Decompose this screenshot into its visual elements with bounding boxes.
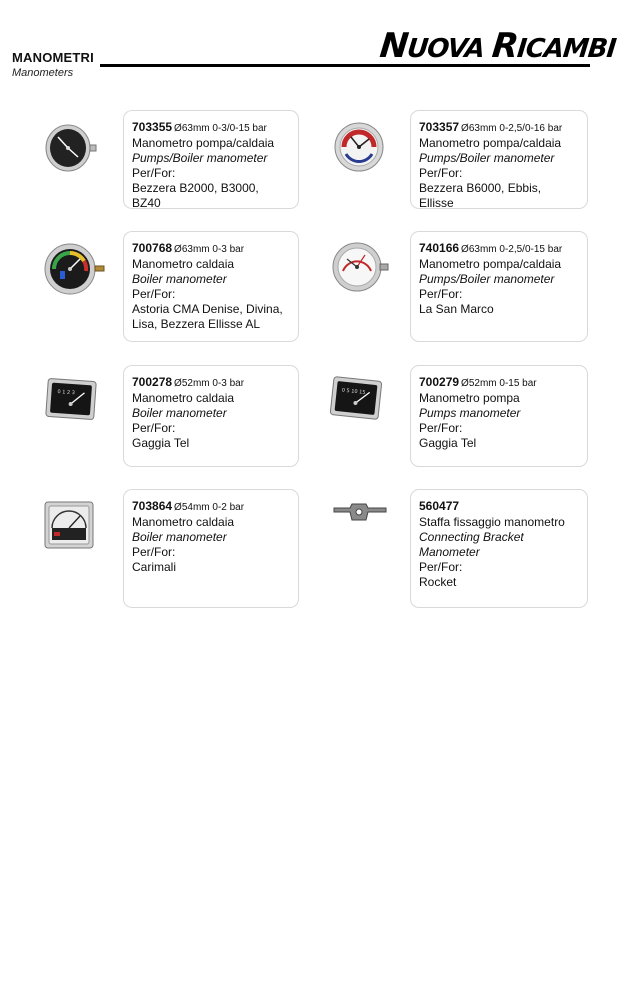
white-dial-gauge-icon [331,241,389,293]
product-card-703864[interactable] [123,489,299,608]
product-card-703357[interactable] [410,110,588,209]
product-code: 700278 [132,375,173,389]
product-code: 700279 [419,375,460,389]
compatible-models: Carimali [132,560,177,574]
square-gauge-icon [42,498,96,552]
product-image-703864 [42,498,96,552]
product-name-it: Manometro pompa/caldaia [419,257,562,271]
product-code: 560477 [419,499,460,513]
product-spec: Ø63mm 0-2,5/0-16 bar [461,123,563,134]
product-name-en: Pumps/Boiler manometer [419,272,555,286]
product-name-en: Pumps manometer [419,406,521,420]
for-label: Per/For: [132,287,176,301]
product-card-740166[interactable] [410,231,588,342]
page-subtitle: Manometers [12,67,74,79]
for-label: Per/For: [419,166,463,180]
product-image-703357 [331,121,389,173]
product-spec: Ø52mm 0-3 bar [174,378,245,389]
compatible-models: Bezzera B6000, Ebbis, Ellisse [419,181,542,210]
product-name-en: Connecting Bracket Manometer [419,530,524,559]
brand-logo: NUOVA RICAMBI [377,26,617,66]
product-name-it: Manometro pompa/caldaia [419,136,562,150]
product-image-560477 [332,498,388,526]
product-code: 740166 [419,241,460,255]
product-code: 700768 [132,241,173,255]
product-name-it: Manometro pompa/caldaia [132,136,275,150]
compatible-models: Astoria CMA Denise, Divina, Lisa, Bezzera Ellisse AL [132,302,283,331]
product-name-it: Manometro caldaia [132,391,235,405]
product-name-en: Boiler manometer [132,272,227,286]
page-title: MANOMETRI [12,50,94,65]
for-label: Per/For: [419,560,463,574]
for-label: Per/For: [132,421,176,435]
rectangular-gauge-icon [329,374,383,422]
product-name-en: Boiler manometer [132,530,227,544]
product-image-700768 [44,241,106,297]
compatible-models: La San Marco [419,302,494,316]
product-spec: Ø52mm 0-15 bar [461,378,537,389]
compatible-models: Gaggia Tel [132,436,190,450]
for-label: Per/For: [132,545,176,559]
rectangular-gauge-icon [44,376,98,422]
product-card-700278[interactable] [123,365,299,467]
product-code: 703355 [132,120,173,134]
compatible-models: Rocket [419,575,457,589]
product-spec: Ø63mm 0-3 bar [174,244,245,255]
product-image-700278 [44,376,98,422]
product-name-it: Staffa fissaggio manometro [419,515,565,529]
product-name-it: Manometro caldaia [132,515,235,529]
product-code: 703864 [132,499,173,513]
product-image-700279 [329,374,383,422]
colored-dial-gauge-icon [44,241,106,297]
product-card-700279[interactable] [410,365,588,467]
product-code: 703357 [419,120,460,134]
svg-text:0 1 2 3: 0 1 2 3 [57,389,76,397]
for-label: Per/For: [419,421,463,435]
product-name-it: Manometro pompa [419,391,520,405]
compatible-models: Gaggia Tel [419,436,477,450]
product-card-700768[interactable] [123,231,299,342]
product-image-703355 [44,123,98,173]
product-image-740166 [331,241,389,293]
product-spec: Ø63mm 0-2,5/0-15 bar [461,244,563,255]
product-name-it: Manometro caldaia [132,257,235,271]
for-label: Per/For: [132,166,176,180]
mounting-bracket-icon [332,498,388,526]
product-spec: Ø54mm 0-2 bar [174,502,245,513]
for-label: Per/For: [419,287,463,301]
round-dual-gauge-icon [44,123,98,173]
round-red-gauge-icon [331,121,389,173]
compatible-models: Bezzera B2000, B3000, BZ40 [132,181,259,210]
svg-text:0 5 10 15: 0 5 10 15 [341,387,366,396]
product-name-en: Pumps/Boiler manometer [419,151,555,165]
product-card-560477[interactable] [410,489,588,608]
product-name-en: Boiler manometer [132,406,227,420]
header-rule [100,64,590,67]
product-name-en: Pumps/Boiler manometer [132,151,268,165]
product-card-703355[interactable] [123,110,299,209]
product-spec: Ø63mm 0-3/0-15 bar [174,123,267,134]
